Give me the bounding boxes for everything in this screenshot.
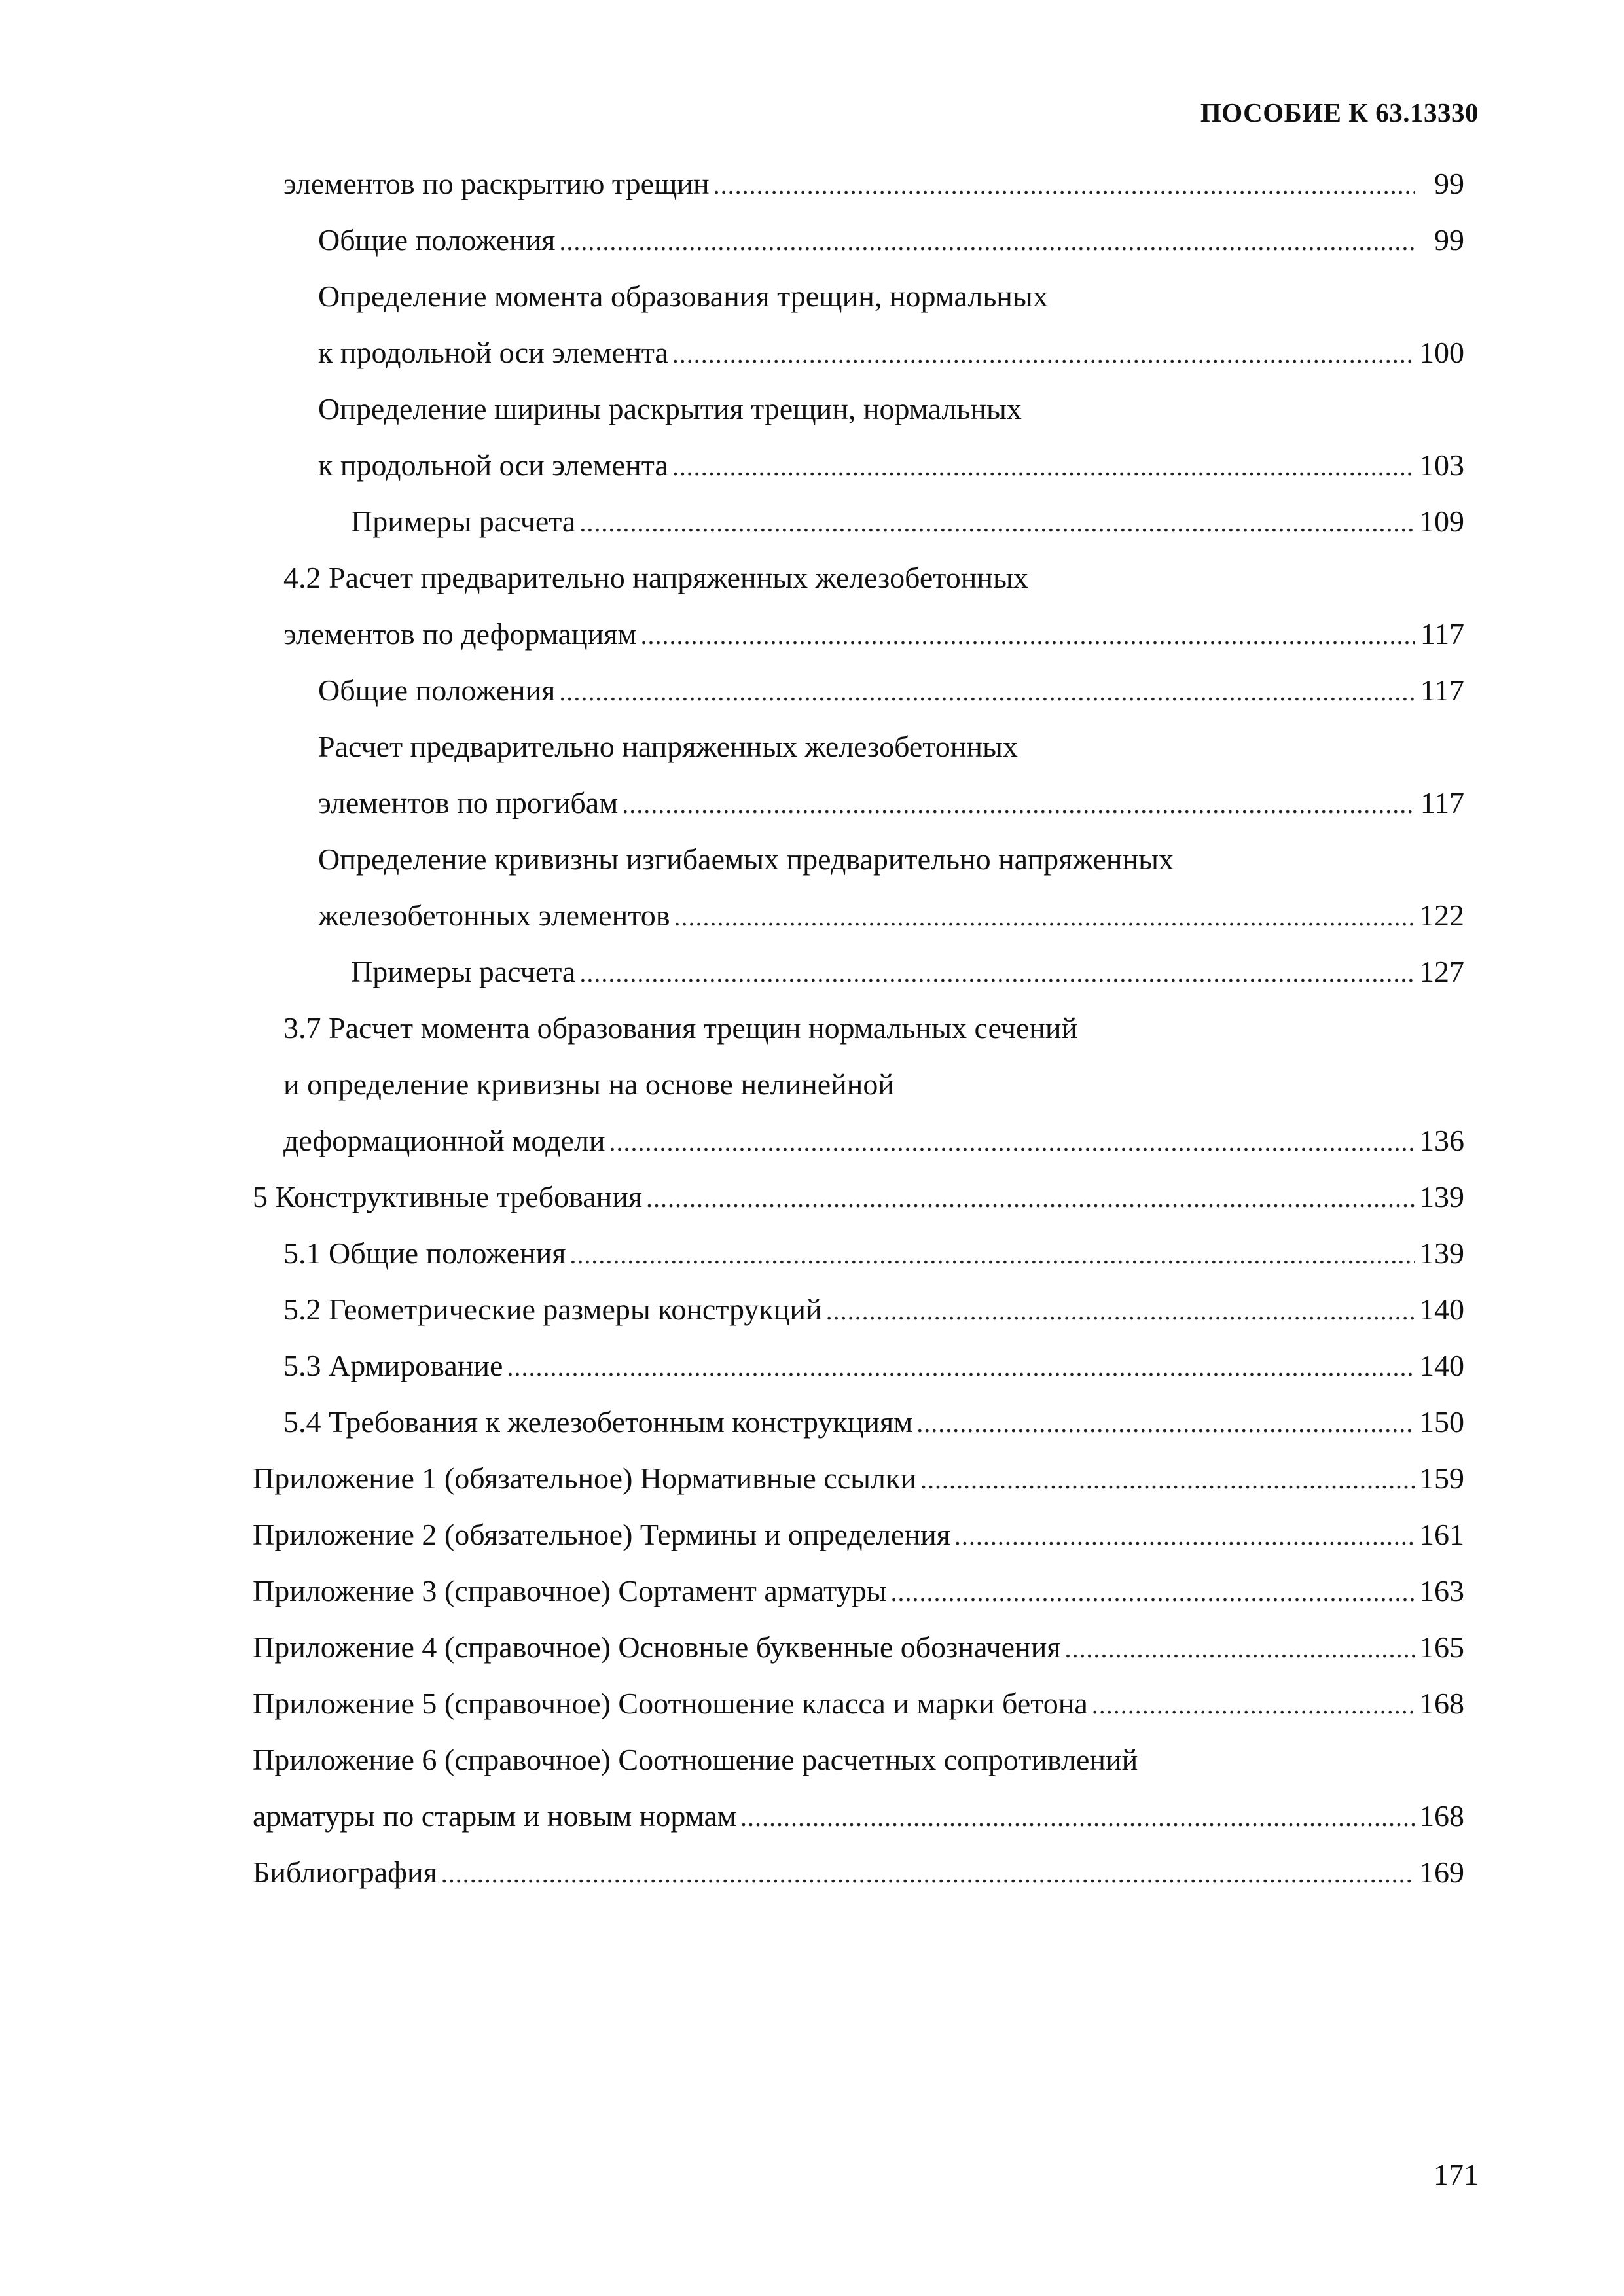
toc-entry-page: 150	[1419, 1405, 1464, 1439]
toc-leader-dots	[674, 889, 1415, 945]
toc-entry[interactable]	[253, 1338, 1464, 1394]
toc-entry[interactable]	[253, 1619, 1464, 1676]
toc-entry-title: элементов по раскрытию трещин	[283, 167, 710, 200]
toc-entry-title: Приложение 2 (обязательное) Термины и определения	[253, 1518, 950, 1551]
toc-entry[interactable]	[253, 944, 1464, 1000]
toc-entry[interactable]	[253, 325, 1464, 381]
toc-entry-page: 117	[1420, 786, 1464, 819]
toc-entry-page: 140	[1419, 1293, 1464, 1326]
toc-entry-page: 103	[1419, 448, 1464, 482]
toc-entry[interactable]	[253, 719, 1464, 775]
toc-entry-title: 5 Конструктивные требования	[253, 1180, 643, 1213]
toc-entry-title: Приложение 3 (справочное) Сортамент арматуры	[253, 1574, 887, 1607]
toc-entry[interactable]	[253, 1113, 1464, 1169]
toc-entry[interactable]	[253, 493, 1464, 550]
toc-entry[interactable]	[253, 1732, 1464, 1788]
toc-entry-title: 5.2 Геометрические размеры конструкций	[283, 1293, 822, 1326]
toc-entry-title: Примеры расчета	[351, 955, 576, 988]
toc-entry-page: 117	[1420, 673, 1464, 707]
toc-entry-title: 5.3 Армирование	[283, 1349, 503, 1382]
toc-entry[interactable]	[253, 550, 1464, 606]
toc-entry[interactable]	[253, 1394, 1464, 1450]
toc-entry-title: Примеры расчета	[351, 505, 576, 538]
toc-entry-title: 3.7 Расчет момента образования трещин нормальных сечений	[283, 1011, 1078, 1045]
toc-leader-dots	[640, 607, 1415, 664]
toc-entry-page: 139	[1419, 1236, 1464, 1270]
toc-entry-title: Приложение 1 (обязательное) Нормативные ссылки	[253, 1462, 916, 1495]
toc-entry-page: 168	[1419, 1799, 1464, 1833]
toc-leader-dots	[1092, 1677, 1415, 1733]
toc-leader-dots	[609, 1114, 1415, 1170]
toc-entry-title: 5.1 Общие положения	[283, 1236, 566, 1270]
toc-entry-title: к продольной оси элемента	[318, 336, 668, 369]
document-header-title: ПОСОБИЕ К 63.13330	[1200, 98, 1479, 128]
toc-leader-dots	[890, 1564, 1415, 1621]
page-number: 171	[1434, 2158, 1479, 2191]
toc-leader-dots	[569, 1227, 1415, 1283]
toc-leader-dots	[559, 213, 1415, 270]
toc-entry-page: 165	[1419, 1630, 1464, 1664]
toc-entry[interactable]	[253, 1000, 1464, 1056]
toc-entry[interactable]	[253, 1788, 1464, 1844]
toc-entry-title: арматуры по старым и новым нормам	[253, 1799, 736, 1833]
toc-leader-dots	[672, 439, 1415, 495]
toc-entry-title: деформационной модели	[283, 1124, 605, 1157]
toc-entry[interactable]	[253, 831, 1464, 888]
toc-entry[interactable]	[253, 1844, 1464, 1901]
toc-entry-page: 99	[1434, 167, 1464, 200]
toc-leader-dots	[672, 326, 1415, 382]
toc-entry[interactable]	[253, 1282, 1464, 1338]
toc-entry-title: элементов по деформациям	[283, 617, 637, 651]
toc-leader-dots	[826, 1283, 1415, 1339]
toc-entry[interactable]	[253, 1676, 1464, 1732]
toc-entry-page: 109	[1419, 505, 1464, 538]
toc-leader-dots	[713, 157, 1415, 213]
toc-entry[interactable]	[253, 606, 1464, 662]
toc-leader-dots	[740, 1789, 1415, 1846]
toc-entry[interactable]	[253, 212, 1464, 268]
toc-entry-title: к продольной оси элемента	[318, 448, 668, 482]
toc-leader-dots	[1064, 1621, 1415, 1677]
toc-entry[interactable]	[253, 1056, 1464, 1113]
toc-entry-title: Общие положения	[318, 223, 556, 257]
toc-entry-title: элементов по прогибам	[318, 786, 619, 819]
toc-entry-title: Библиография	[253, 1856, 437, 1889]
toc-entry[interactable]	[253, 1169, 1464, 1225]
toc-entry[interactable]	[253, 381, 1464, 437]
toc-entry[interactable]	[253, 437, 1464, 493]
toc-entry-page: 99	[1434, 223, 1464, 257]
toc-leader-dots	[441, 1846, 1415, 1902]
toc-entry[interactable]	[253, 1450, 1464, 1507]
toc-entry-title: 4.2 Расчет предварительно напряженных железобетонных	[283, 561, 1028, 594]
toc-leader-dots	[954, 1508, 1415, 1564]
toc-leader-dots	[579, 495, 1415, 551]
toc-entry-title: Приложение 4 (справочное) Основные буквенные обозначения	[253, 1630, 1061, 1664]
toc-entry-title: Определение кривизны изгибаемых предварительно напряженных	[318, 842, 1174, 876]
toc-entry-title: Расчет предварительно напряженных железобетонных	[318, 730, 1018, 763]
toc-entry-page: 127	[1419, 955, 1464, 988]
toc-entry-title: 5.4 Требования к железобетонным конструкциям	[283, 1405, 913, 1439]
toc-entry[interactable]	[253, 156, 1464, 212]
toc-entry-page: 168	[1419, 1687, 1464, 1720]
table-of-contents	[253, 156, 1464, 1901]
toc-entry-page: 117	[1420, 617, 1464, 651]
toc-entry-page: 136	[1419, 1124, 1464, 1157]
toc-entry-title: Общие положения	[318, 673, 556, 707]
toc-entry-page: 122	[1419, 899, 1464, 932]
toc-entry[interactable]	[253, 1563, 1464, 1619]
toc-leader-dots	[916, 1395, 1415, 1452]
toc-entry[interactable]	[253, 268, 1464, 325]
toc-entry-title: Определение ширины раскрытия трещин, нормальных	[318, 392, 1022, 425]
toc-leader-dots	[920, 1452, 1415, 1508]
toc-entry-title: Приложение 6 (справочное) Соотношение расчетных сопротивлений	[253, 1743, 1138, 1776]
toc-entry[interactable]	[253, 1225, 1464, 1282]
toc-entry-page: 100	[1419, 336, 1464, 369]
toc-entry-page: 140	[1419, 1349, 1464, 1382]
toc-leader-dots	[507, 1339, 1415, 1395]
toc-entry-title: и определение кривизны на основе нелинейной	[283, 1067, 894, 1101]
toc-leader-dots	[646, 1170, 1415, 1227]
toc-entry[interactable]	[253, 888, 1464, 944]
toc-entry[interactable]	[253, 1507, 1464, 1563]
toc-entry-page: 139	[1419, 1180, 1464, 1213]
toc-leader-dots	[622, 776, 1415, 833]
toc-entry-title: железобетонных элементов	[318, 899, 670, 932]
toc-entry-title: Приложение 5 (справочное) Соотношение класса и марки бетона	[253, 1687, 1088, 1720]
toc-entry-title: Определение момента образования трещин, нормальных	[318, 279, 1048, 313]
toc-entry-page: 163	[1419, 1574, 1464, 1607]
toc-entry-page: 169	[1419, 1856, 1464, 1889]
toc-entry[interactable]	[253, 662, 1464, 719]
toc-entry[interactable]	[253, 775, 1464, 831]
toc-entry-page: 161	[1419, 1518, 1464, 1551]
toc-leader-dots	[559, 664, 1415, 720]
toc-leader-dots	[579, 945, 1415, 1001]
toc-entry-page: 159	[1419, 1462, 1464, 1495]
